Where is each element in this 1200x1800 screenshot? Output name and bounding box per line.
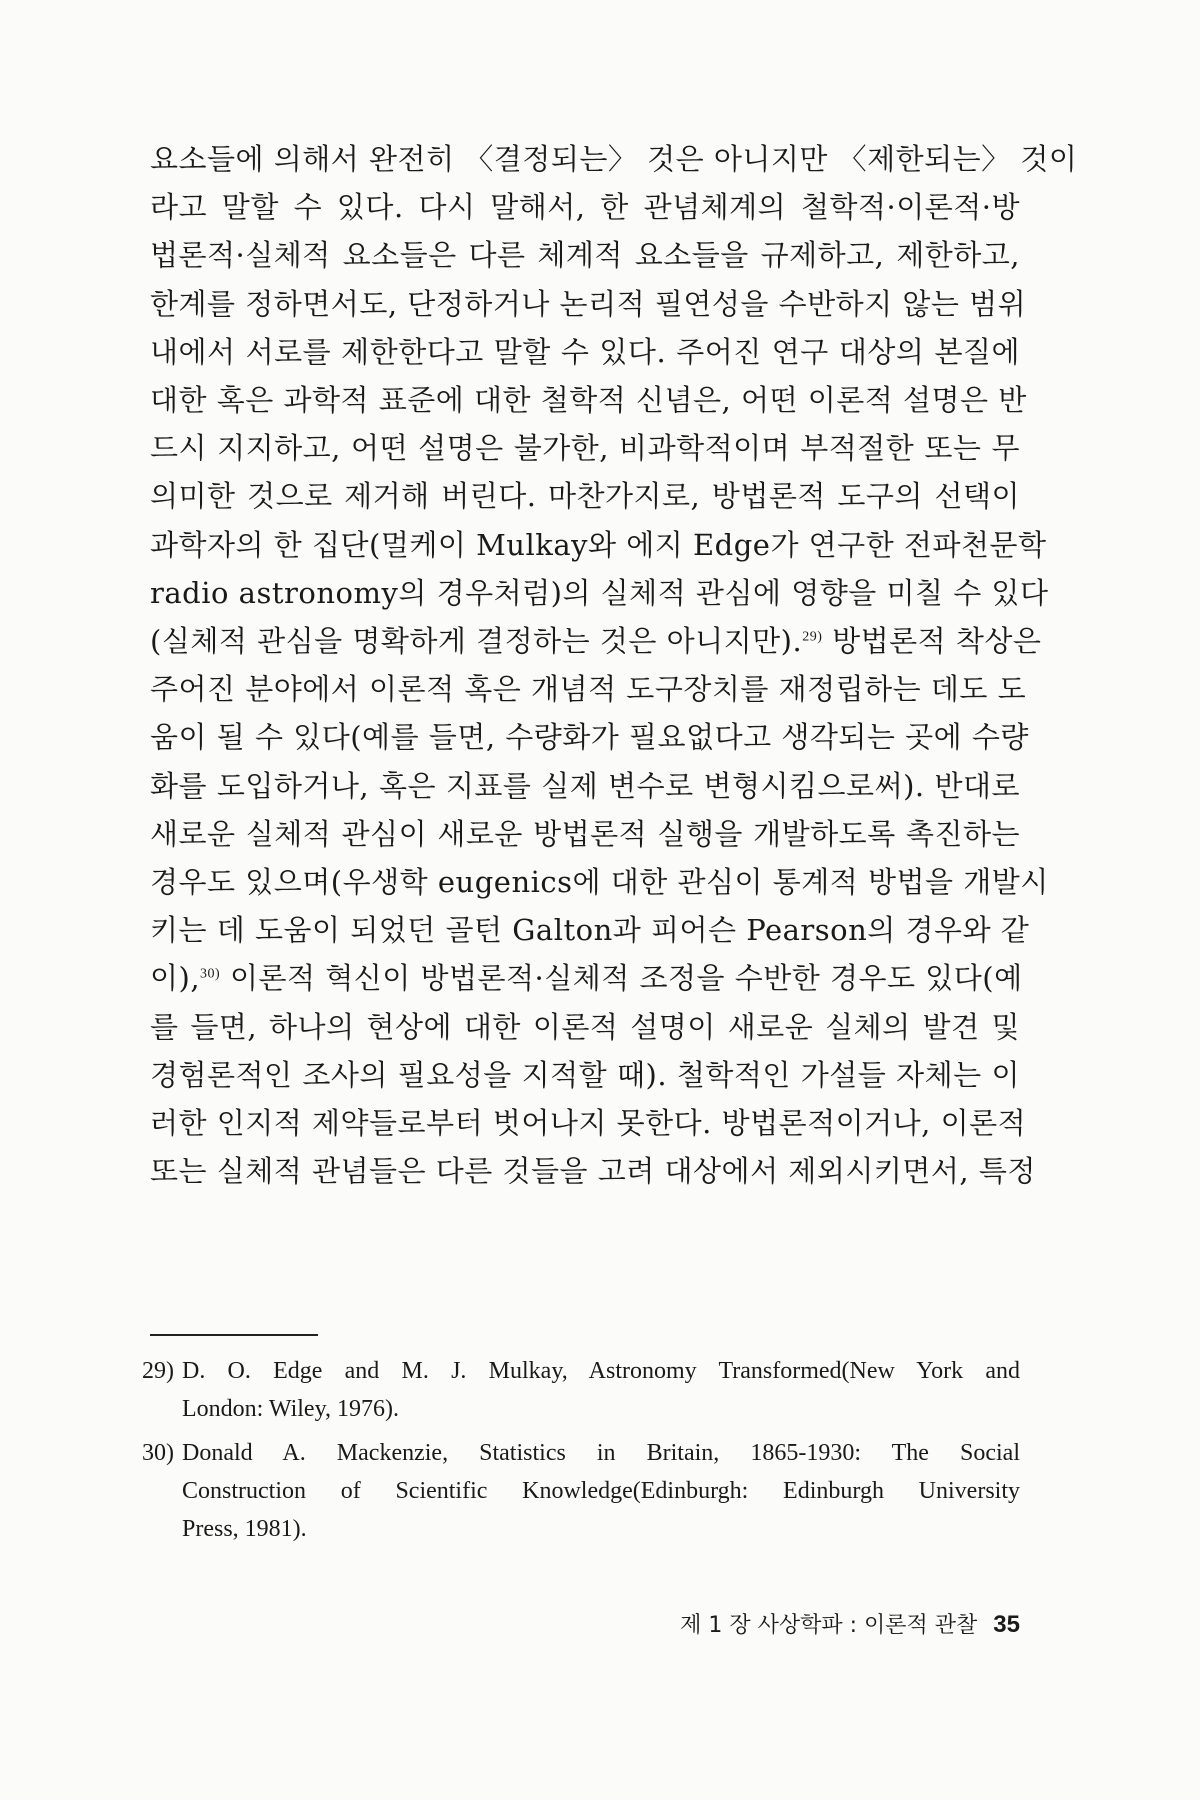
footnote-line: Construction of Scientific Knowledge(Edinburgh: Edinburgh University bbox=[182, 1478, 1020, 1504]
footnote-ref-29: 29) bbox=[802, 629, 823, 645]
body-line: 화를 도입하거나, 혹은 지표를 실제 변수로 변형시킴으로써). 반대로 bbox=[150, 768, 1020, 803]
footnote-line: Press, 1981). bbox=[182, 1516, 307, 1542]
running-footer bbox=[680, 1608, 1020, 1639]
body-line: 주어진 분야에서 이론적 혹은 개념적 도구장치를 재정립하는 데도 도 bbox=[150, 672, 1027, 707]
body-line: 법론적·실체적 요소들은 다른 체계적 요소들을 규제하고, 제한하고, bbox=[150, 238, 1020, 273]
body-line: 대한 혹은 과학적 표준에 대한 철학적 신념은, 어떤 이론적 설명은 반 bbox=[150, 383, 1027, 418]
body-line bbox=[150, 617, 1042, 665]
body-line: 요소들에 의해서 완전히 〈결정되는〉 것은 아니지만 〈제한되는〉 것이 bbox=[150, 142, 1078, 176]
body-line: 를 들면, 하나의 현상에 대한 이론적 설명이 새로운 실체의 발견 및 bbox=[150, 1009, 1020, 1044]
footnote-number: 29) bbox=[142, 1358, 174, 1384]
body-line: 움이 될 수 있다(예를 들면, 수량화가 필요없다고 생각되는 곳에 수량 bbox=[150, 720, 1029, 755]
footnote-30 bbox=[142, 1434, 1020, 1548]
body-line: 키는 데 도움이 되었던 골턴 Galton과 피어슨 Pearson의 경우와 같 bbox=[150, 913, 1030, 948]
body-line: 경우도 있으며(우생학 eugenics에 대한 관심이 통계적 방법을 개발시 bbox=[150, 865, 1049, 900]
body-line: 과학자의 한 집단(멀케이 Mulkay와 에지 Edge가 연구한 전파천문학 bbox=[150, 527, 1047, 562]
footnote-ref-30: 30) bbox=[200, 966, 221, 982]
body-line: 드시 지지하고, 어떤 설명은 불가한, 비과학적이며 부적절한 또는 무 bbox=[150, 431, 1020, 466]
body-line: 경험론적인 조사의 필요성을 지적할 때). 철학적인 가설들 자체는 이 bbox=[150, 1057, 1020, 1092]
footnote-divider bbox=[150, 1334, 318, 1336]
body-line: 러한 인지적 제약들로부터 벗어나지 못한다. 방법론적이거나, 이론적 bbox=[150, 1106, 1027, 1141]
body-line: 또는 실체적 관념들은 다른 것들을 고려 대상에서 제외시키면서, 특정 bbox=[150, 1154, 1036, 1189]
footnotes bbox=[142, 1352, 1020, 1554]
body-text bbox=[150, 135, 1078, 1195]
body-line: 내에서 서로를 제한한다고 말할 수 있다. 주어진 연구 대상의 본질에 bbox=[150, 334, 1020, 369]
footnote-line: D. O. Edge and M. J. Mulkay, Astronomy Transformed(New York and bbox=[182, 1358, 1020, 1384]
footnote-line: Donald A. Mackenzie, Statistics in Britain, 1865-1930: The Social bbox=[182, 1440, 1020, 1466]
footnote-29 bbox=[142, 1352, 1020, 1428]
body-line: 새로운 실체적 관심이 새로운 방법론적 실행을 개발하도록 촉진하는 bbox=[150, 816, 1020, 851]
body-segment: 이), bbox=[150, 961, 201, 996]
body-line bbox=[150, 954, 1023, 1002]
body-line: 한계를 정하면서도, 단정하거나 논리적 필연성을 수반하지 않는 범위 bbox=[150, 286, 1027, 321]
body-line: 라고 말할 수 있다. 다시 말해서, 한 관념체계의 철학적·이론적·방 bbox=[150, 190, 1020, 225]
footnote-number: 30) bbox=[142, 1440, 174, 1466]
chapter-title: 제 1 장 사상학파 : 이론적 관찰 bbox=[680, 1613, 978, 1638]
page-number: 35 bbox=[993, 1611, 1020, 1638]
body-line: 의미한 것으로 제거해 버린다. 마찬가지로, 방법론적 도구의 선택이 bbox=[150, 479, 1020, 514]
body-line: radio astronomy의 경우처럼)의 실체적 관심에 영향을 미칠 수 있다 bbox=[150, 575, 1049, 610]
body-segment: (실체적 관심을 명확하게 결정하는 것은 아니지만). bbox=[150, 624, 803, 659]
footnote-line: London: Wiley, 1976). bbox=[182, 1396, 400, 1422]
body-segment: 방법론적 착상은 bbox=[832, 624, 1042, 659]
body-segment: 이론적 혁신이 방법론적·실체적 조정을 수반한 경우도 있다(예 bbox=[229, 961, 1023, 996]
